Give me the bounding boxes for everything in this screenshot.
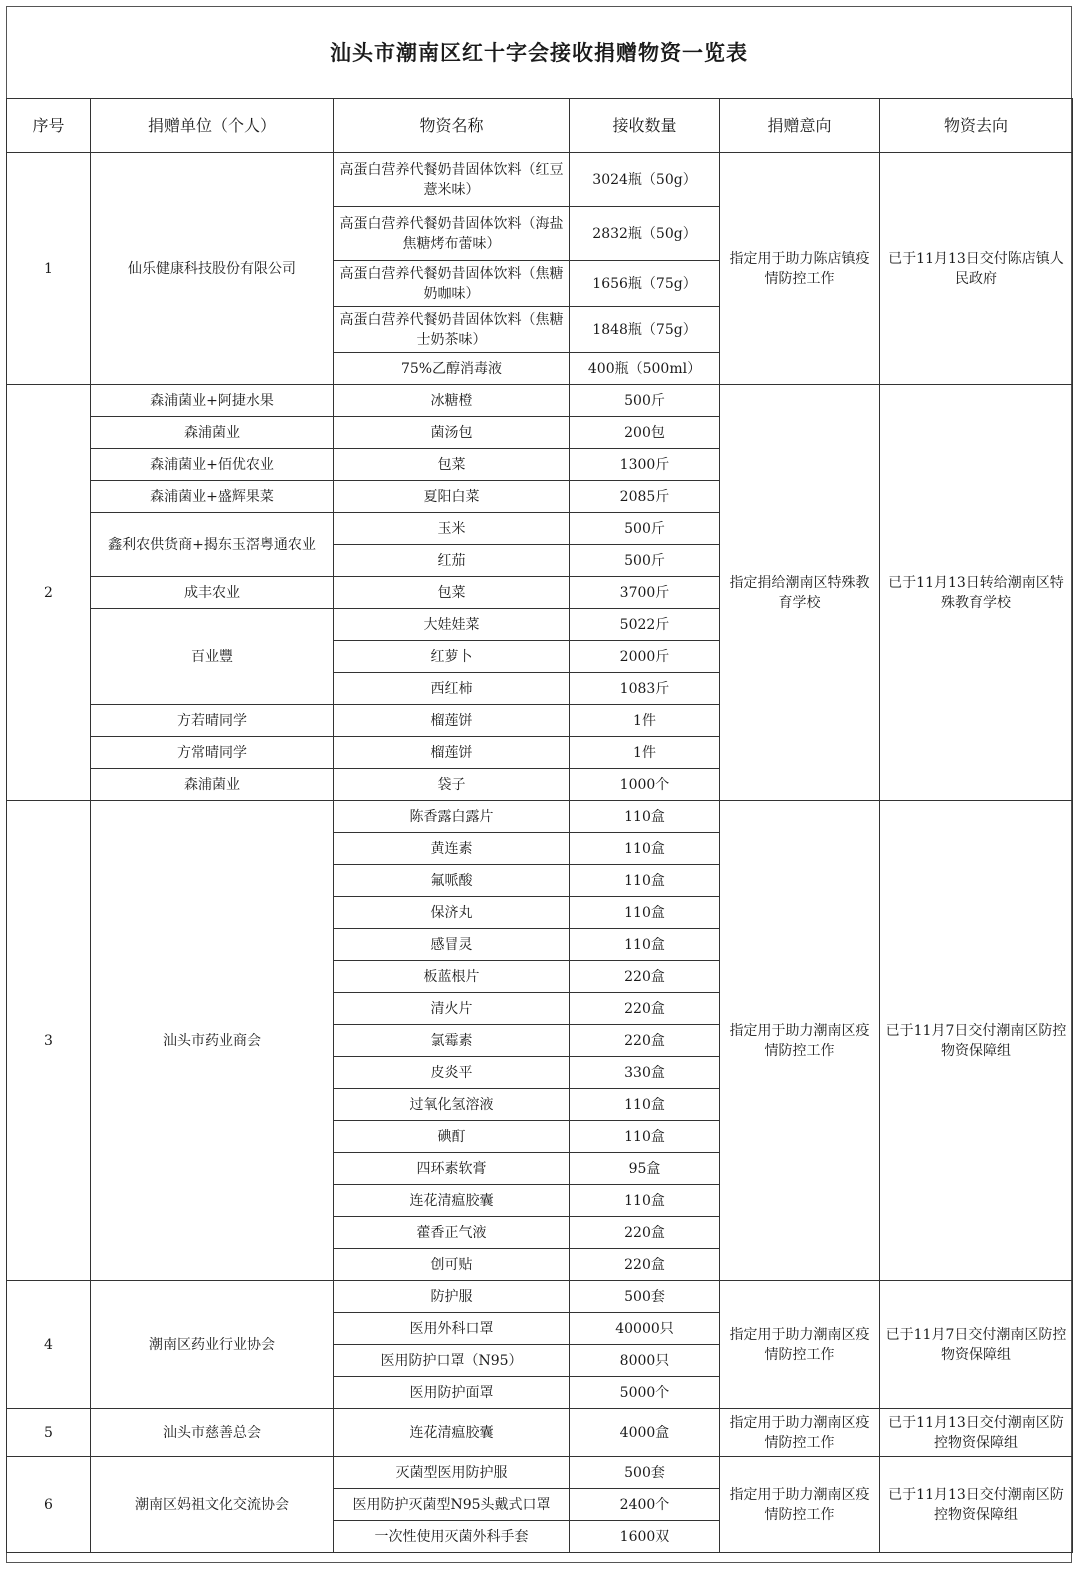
cell-item-name: 黄连素 xyxy=(334,833,570,865)
cell-group-no: 6 xyxy=(7,1457,91,1553)
cell-item-name: 包菜 xyxy=(334,449,570,481)
header-donor: 捐赠单位（个人） xyxy=(91,99,334,153)
cell-quantity: 220盒 xyxy=(570,1217,720,1249)
cell-quantity: 1件 xyxy=(570,705,720,737)
table-body xyxy=(7,153,1073,1553)
cell-donor: 汕头市慈善总会 xyxy=(91,1409,334,1457)
cell-quantity: 1000个 xyxy=(570,769,720,801)
table-row xyxy=(7,385,1073,417)
table-row xyxy=(7,1457,1073,1489)
cell-destination: 已于11月7日交付潮南区防控物资保障组 xyxy=(880,1281,1073,1409)
cell-donor: 仙乐健康科技股份有限公司 xyxy=(91,153,334,385)
cell-destination: 已于11月13日交付陈店镇人民政府 xyxy=(880,153,1073,385)
cell-quantity: 110盒 xyxy=(570,1089,720,1121)
cell-quantity: 5000个 xyxy=(570,1377,720,1409)
cell-item-name: 高蛋白营养代餐奶昔固体饮料（焦糖奶咖味） xyxy=(334,261,570,307)
cell-quantity: 1083斤 xyxy=(570,673,720,705)
cell-donor: 汕头市药业商会 xyxy=(91,801,334,1281)
cell-item-name: 红萝卜 xyxy=(334,641,570,673)
cell-item-name: 连花清瘟胶囊 xyxy=(334,1409,570,1457)
cell-item-name: 高蛋白营养代餐奶昔固体饮料（海盐焦糖烤布蕾味） xyxy=(334,207,570,261)
cell-item-name: 清火片 xyxy=(334,993,570,1025)
table-header-row xyxy=(7,99,1073,153)
cell-item-name: 冰糖橙 xyxy=(334,385,570,417)
cell-quantity: 4000盒 xyxy=(570,1409,720,1457)
cell-quantity: 2085斤 xyxy=(570,481,720,513)
cell-quantity: 500斤 xyxy=(570,385,720,417)
cell-item-name: 藿香正气液 xyxy=(334,1217,570,1249)
cell-item-name: 医用防护口罩（N95） xyxy=(334,1345,570,1377)
header-destination: 物资去向 xyxy=(880,99,1073,153)
cell-quantity: 8000只 xyxy=(570,1345,720,1377)
cell-donor: 森浦菌业+盛辉果菜 xyxy=(91,481,334,513)
cell-destination: 已于11月7日交付潮南区防控物资保障组 xyxy=(880,801,1073,1281)
cell-intent: 指定用于助力潮南区疫情防控工作 xyxy=(720,1457,880,1553)
cell-quantity: 110盒 xyxy=(570,897,720,929)
cell-quantity: 1848瓶（75g） xyxy=(570,307,720,353)
donations-table xyxy=(6,98,1073,1553)
cell-item-name: 75%乙醇消毒液 xyxy=(334,353,570,385)
cell-quantity: 500斤 xyxy=(570,545,720,577)
cell-quantity: 220盒 xyxy=(570,1025,720,1057)
cell-quantity: 220盒 xyxy=(570,961,720,993)
cell-intent: 指定用于助力潮南区疫情防控工作 xyxy=(720,801,880,1281)
cell-quantity: 220盒 xyxy=(570,993,720,1025)
header-no: 序号 xyxy=(7,99,91,153)
cell-item-name: 榴莲饼 xyxy=(334,705,570,737)
cell-intent: 指定用于助力陈店镇疫情防控工作 xyxy=(720,153,880,385)
cell-item-name: 四环素软膏 xyxy=(334,1153,570,1185)
header-item-name: 物资名称 xyxy=(334,99,570,153)
cell-quantity: 1656瓶（75g） xyxy=(570,261,720,307)
cell-quantity: 500斤 xyxy=(570,513,720,545)
cell-quantity: 500套 xyxy=(570,1281,720,1313)
cell-item-name: 高蛋白营养代餐奶昔固体饮料（红豆薏米味） xyxy=(334,153,570,207)
cell-item-name: 医用防护灭菌型N95头戴式口罩 xyxy=(334,1489,570,1521)
cell-donor: 成丰农业 xyxy=(91,577,334,609)
cell-quantity: 1600双 xyxy=(570,1521,720,1553)
cell-donor: 方若晴同学 xyxy=(91,705,334,737)
cell-item-name: 保济丸 xyxy=(334,897,570,929)
cell-quantity: 1300斤 xyxy=(570,449,720,481)
cell-item-name: 医用外科口罩 xyxy=(334,1313,570,1345)
cell-quantity: 330盒 xyxy=(570,1057,720,1089)
cell-group-no: 4 xyxy=(7,1281,91,1409)
cell-item-name: 陈香露白露片 xyxy=(334,801,570,833)
cell-item-name: 皮炎平 xyxy=(334,1057,570,1089)
cell-item-name: 包菜 xyxy=(334,577,570,609)
cell-donor: 百业豐 xyxy=(91,609,334,705)
cell-quantity: 110盒 xyxy=(570,801,720,833)
cell-intent: 指定用于助力潮南区疫情防控工作 xyxy=(720,1281,880,1409)
cell-donor: 森浦菌业 xyxy=(91,769,334,801)
cell-intent: 指定用于助力潮南区疫情防控工作 xyxy=(720,1409,880,1457)
cell-donor: 方常晴同学 xyxy=(91,737,334,769)
cell-item-name: 红茄 xyxy=(334,545,570,577)
cell-quantity: 2832瓶（50g） xyxy=(570,207,720,261)
cell-destination: 已于11月13日交付潮南区防控物资保障组 xyxy=(880,1457,1073,1553)
cell-item-name: 碘酊 xyxy=(334,1121,570,1153)
cell-quantity: 3024瓶（50g） xyxy=(570,153,720,207)
table-row xyxy=(7,801,1073,833)
cell-item-name: 灭菌型医用防护服 xyxy=(334,1457,570,1489)
cell-item-name: 氟哌酸 xyxy=(334,865,570,897)
cell-quantity: 2000斤 xyxy=(570,641,720,673)
cell-item-name: 一次性使用灭菌外科手套 xyxy=(334,1521,570,1553)
cell-item-name: 板蓝根片 xyxy=(334,961,570,993)
cell-item-name: 过氧化氢溶液 xyxy=(334,1089,570,1121)
cell-group-no: 5 xyxy=(7,1409,91,1457)
cell-item-name: 西红柿 xyxy=(334,673,570,705)
cell-quantity: 110盒 xyxy=(570,1185,720,1217)
cell-quantity: 110盒 xyxy=(570,1121,720,1153)
cell-donor: 潮南区药业行业协会 xyxy=(91,1281,334,1409)
cell-quantity: 220盒 xyxy=(570,1249,720,1281)
cell-quantity: 40000只 xyxy=(570,1313,720,1345)
cell-item-name: 创可贴 xyxy=(334,1249,570,1281)
cell-destination: 已于11月13日转给潮南区特殊教育学校 xyxy=(880,385,1073,801)
cell-quantity: 110盒 xyxy=(570,865,720,897)
cell-item-name: 袋子 xyxy=(334,769,570,801)
cell-donor: 鑫利农供货商+揭东玉滘粤通农业 xyxy=(91,513,334,577)
header-intent: 捐赠意向 xyxy=(720,99,880,153)
cell-item-name: 医用防护面罩 xyxy=(334,1377,570,1409)
cell-group-no: 2 xyxy=(7,385,91,801)
cell-item-name: 高蛋白营养代餐奶昔固体饮料（焦糖士奶茶味） xyxy=(334,307,570,353)
cell-donor: 森浦菌业+佰优农业 xyxy=(91,449,334,481)
cell-item-name: 玉米 xyxy=(334,513,570,545)
cell-donor: 森浦菌业+阿捷水果 xyxy=(91,385,334,417)
cell-item-name: 氯霉素 xyxy=(334,1025,570,1057)
cell-intent: 指定捐给潮南区特殊教育学校 xyxy=(720,385,880,801)
cell-donor: 潮南区妈祖文化交流协会 xyxy=(91,1457,334,1553)
cell-item-name: 感冒灵 xyxy=(334,929,570,961)
cell-item-name: 榴莲饼 xyxy=(334,737,570,769)
cell-quantity: 200包 xyxy=(570,417,720,449)
cell-item-name: 菌汤包 xyxy=(334,417,570,449)
cell-quantity: 1件 xyxy=(570,737,720,769)
table-row xyxy=(7,1281,1073,1313)
cell-quantity: 400瓶（500ml） xyxy=(570,353,720,385)
cell-quantity: 110盒 xyxy=(570,833,720,865)
cell-quantity: 110盒 xyxy=(570,929,720,961)
cell-quantity: 5022斤 xyxy=(570,609,720,641)
cell-quantity: 500套 xyxy=(570,1457,720,1489)
cell-group-no: 3 xyxy=(7,801,91,1281)
table-row xyxy=(7,153,1073,207)
cell-item-name: 防护服 xyxy=(334,1281,570,1313)
cell-quantity: 2400个 xyxy=(570,1489,720,1521)
header-quantity: 接收数量 xyxy=(570,99,720,153)
table-row xyxy=(7,1409,1073,1457)
cell-quantity: 95盒 xyxy=(570,1153,720,1185)
cell-quantity: 3700斤 xyxy=(570,577,720,609)
cell-item-name: 夏阳白菜 xyxy=(334,481,570,513)
cell-group-no: 1 xyxy=(7,153,91,385)
document-title: 汕头市潮南区红十字会接收捐赠物资一览表 xyxy=(330,41,748,65)
cell-destination: 已于11月13日交付潮南区防控物资保障组 xyxy=(880,1409,1073,1457)
cell-item-name: 大娃娃菜 xyxy=(334,609,570,641)
cell-item-name: 连花清瘟胶囊 xyxy=(334,1185,570,1217)
cell-donor: 森浦菌业 xyxy=(91,417,334,449)
